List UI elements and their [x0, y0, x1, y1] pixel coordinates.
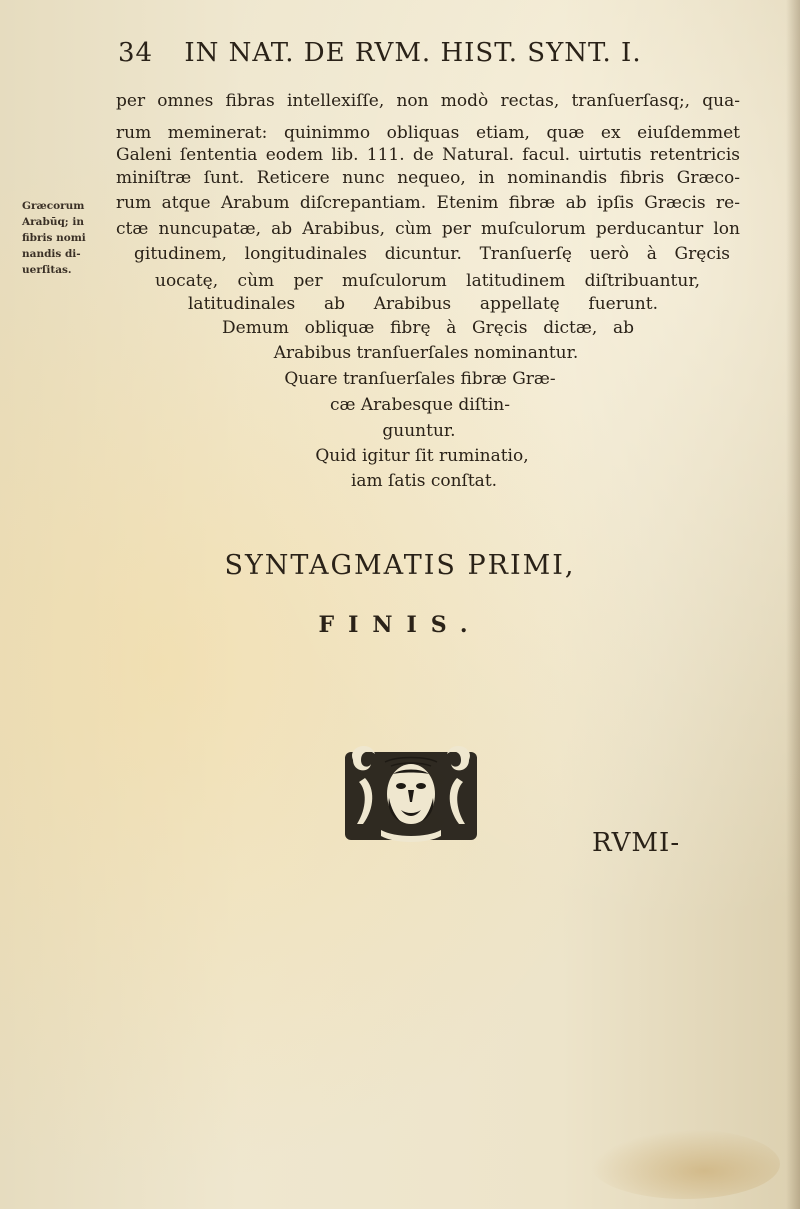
section-end-title: SYNTAGMATIS PRIMI,	[224, 550, 576, 581]
body-line: rum atque Arabum diſcrepantiam. Etenim fibræ ab ipſis Græcis re-	[116, 193, 740, 213]
margin-note-line: Græcorum	[22, 200, 85, 212]
body-line: Demum obliquæ fibrę à Gręcis dictæ, ab	[222, 318, 634, 338]
page-number: 34	[118, 38, 154, 68]
body-line: per omnes fibras intellexiſſe, non modò rectas, tranſuerſasq;, qua-	[116, 91, 740, 111]
body-line: latitudinales ab Arabibus appellatę fuerunt.	[188, 294, 658, 314]
margin-note-line: fibris nomi	[22, 232, 86, 244]
body-line: uocatę, cùm per muſculorum latitudinem diſtribuantur,	[155, 271, 700, 291]
margin-note-line: Arabūq; in	[22, 216, 84, 228]
body-line: guuntur.	[382, 421, 456, 441]
body-line: Arabibus tranſuerſales nominantur.	[273, 343, 579, 363]
grotesque-mask-ornament-icon	[345, 738, 477, 850]
running-title: IN NAT. DE RVM. HIST. SYNT. I.	[184, 38, 642, 68]
margin-note-line: nandis di-	[22, 248, 81, 260]
body-line: gitudinem, longitudinales dicuntur. Tranſuerſę uerò à Gręcis	[134, 244, 730, 264]
body-line: cæ Arabesque diſtin-	[330, 395, 510, 415]
body-line: ctæ nuncupatæ, ab Arabibus, cùm per muſculorum perducantur lon	[116, 219, 740, 239]
catchword: RVMI-	[592, 828, 681, 858]
body-line: Quare tranſuerſales fibræ Græ-	[284, 369, 556, 389]
margin-note-line: uerſitas.	[22, 264, 72, 276]
running-header	[118, 38, 698, 68]
body-line: rum meminerat: quinimmo obliquas etiam, quæ ex eiuſdemmet	[116, 123, 740, 143]
body-line: Quid igitur ſit ruminatio,	[315, 446, 529, 466]
body-line: Galeni ſententia eodem lib. 111. de Natural. facul. uirtutis retentricis	[116, 145, 740, 165]
body-line: miniſtræ ſunt. Reticere nunc nequeo, in nominandis fibris Græco-	[116, 168, 740, 188]
paper-stain	[590, 1129, 780, 1199]
body-line: iam ſatis conſtat.	[350, 471, 498, 491]
finis-label: FINIS.	[318, 612, 482, 638]
margin-note	[22, 198, 114, 278]
